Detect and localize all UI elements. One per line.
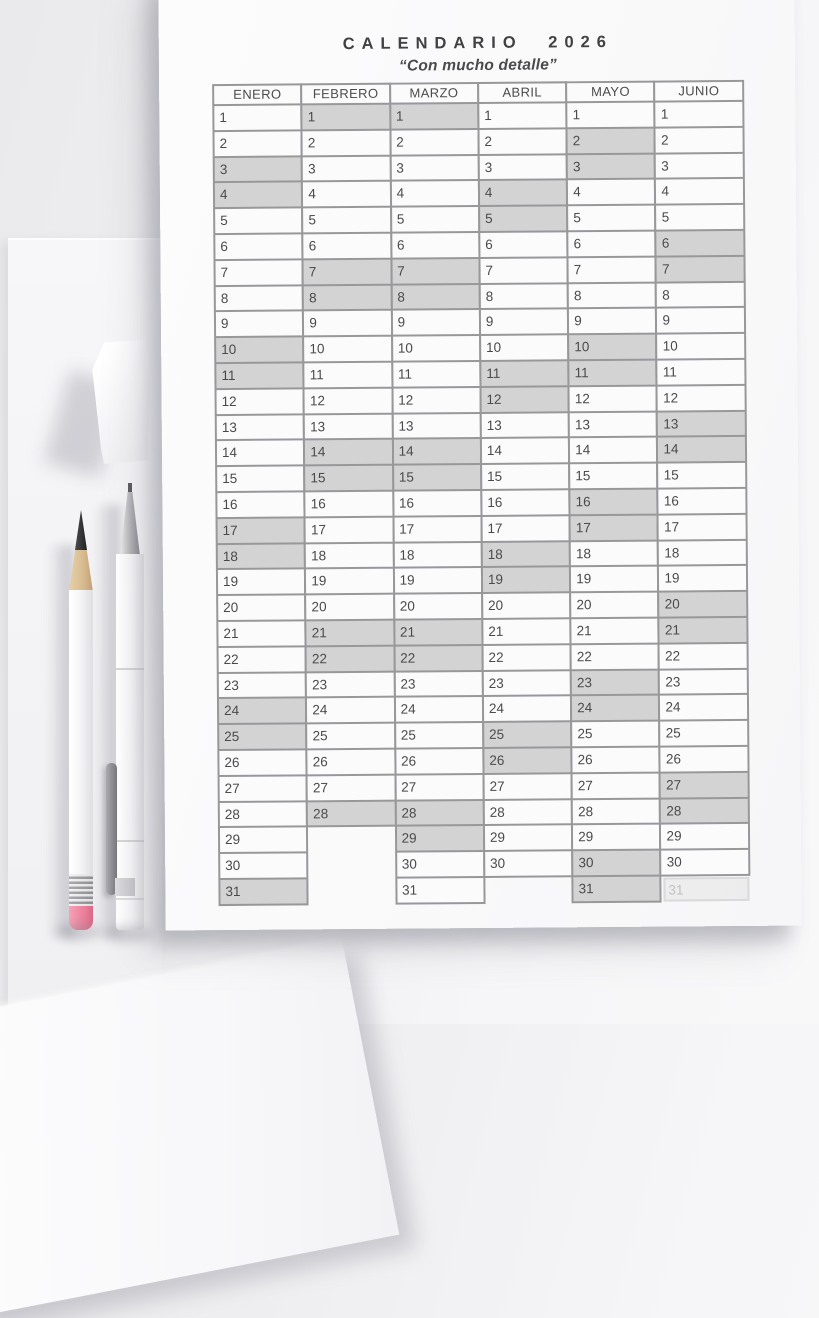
day-cell: 19 [218,570,304,594]
day-cell: 14 [305,440,391,464]
day-cell: 13 [658,411,744,435]
day-cell: 21 [395,620,481,644]
day-cell: 22 [395,646,481,670]
calendar-table [212,80,752,906]
day-cell: 20 [306,595,392,619]
day-cell: 18 [483,542,569,566]
day-cell: 21 [307,621,393,645]
day-cell: 27 [573,773,659,797]
day-cell: 25 [307,724,393,748]
month-column-marzo [389,82,486,904]
notepad-sheet [0,940,399,1318]
day-cell: 30 [485,851,571,875]
day-cell: 20 [218,596,304,620]
month-column-enero [212,83,309,905]
day-cell: 12 [658,386,744,410]
month-header: FEBRERO [302,85,388,104]
day-cell: 31 [220,879,306,903]
day-cell: 29 [573,825,659,849]
day-cell: 19 [483,568,569,592]
day-cell: 15 [217,467,303,491]
day-cell: 19 [306,569,392,593]
day-cell: 20 [483,593,569,617]
day-cell: 23 [219,673,305,697]
day-cell: 4 [568,180,654,204]
day-cell: 27 [308,775,394,799]
day-cell: 10 [216,338,302,362]
day-cell: 11 [393,362,479,386]
day-cell: 6 [304,234,390,258]
day-cell: 26 [396,749,482,773]
day-cell: 11 [658,360,744,384]
day-cell: 27 [396,775,482,799]
month-header: JUNIO [656,82,742,101]
day-cell: 29 [220,828,306,852]
day-cell: 3 [391,156,477,180]
day-cell: 14 [217,441,303,465]
day-cell: 6 [568,232,654,256]
day-cell: 19 [395,568,481,592]
day-cell: 10 [393,336,479,360]
day-cell: 12 [570,386,656,410]
day-cell: 6 [657,231,743,255]
day-cell: 9 [216,312,302,336]
day-cell: 8 [657,283,743,307]
day-cell: 1 [479,103,565,127]
ghost-day-cell: 31 [663,877,749,902]
day-cell: 28 [661,798,747,822]
day-cell: 26 [219,750,305,774]
day-cell: 17 [394,517,480,541]
day-cell: 1 [567,103,653,127]
day-cell: 5 [215,209,301,233]
day-cell: 16 [394,491,480,515]
day-cell: 19 [571,567,657,591]
day-cell: 18 [306,543,392,567]
day-cell: 2 [214,131,300,155]
day-cell: 7 [569,257,655,281]
day-cell: 30 [397,852,483,876]
day-cell: 11 [216,363,302,387]
calendar-sheet [158,0,801,930]
day-cell: 3 [656,154,742,178]
day-cell: 24 [307,698,393,722]
day-cell: 11 [481,361,567,385]
month-column-mayo [565,81,662,903]
day-cell: 2 [656,128,742,152]
day-cell: 1 [303,105,389,129]
day-cell: 26 [308,750,394,774]
day-cell: 16 [571,490,657,514]
day-cell: 9 [657,308,743,332]
day-cell: 22 [572,644,658,668]
day-cell: 18 [218,544,304,568]
day-cell: 8 [392,285,478,309]
calendar-title: CALENDARIO 2026 [342,32,614,54]
day-cell: 27 [484,774,570,798]
day-cell: 21 [218,621,304,645]
day-cell: 31 [574,877,660,901]
day-cell: 16 [482,490,568,514]
day-cell: 22 [483,645,569,669]
day-cell: 15 [394,465,480,489]
day-cell: 17 [571,515,657,539]
day-cell: 21 [660,618,746,642]
day-cell: 13 [217,415,303,439]
day-cell: 24 [572,696,658,720]
day-cell: 27 [661,773,747,797]
day-cell: 7 [657,257,743,281]
day-cell: 25 [572,722,658,746]
month-column-abril [477,81,574,878]
pencil-body [69,590,93,876]
day-cell: 4 [215,183,301,207]
day-cell: 21 [483,619,569,643]
mechanical-pencil-clip [106,763,117,895]
day-cell: 5 [392,207,478,231]
day-cell: 10 [304,337,390,361]
day-cell: 21 [572,619,658,643]
day-cell: 25 [396,723,482,747]
day-cell: 3 [568,154,654,178]
day-cell: 25 [661,721,747,745]
day-cell: 1 [656,102,742,126]
day-cell: 28 [308,801,394,825]
day-cell: 15 [482,464,568,488]
day-cell: 27 [220,776,306,800]
day-cell: 2 [391,130,477,154]
month-header: MARZO [391,84,477,103]
day-cell: 5 [657,205,743,229]
mechanical-pencil-seam [116,668,144,670]
day-cell: 20 [395,594,481,618]
day-cell: 28 [220,802,306,826]
day-cell: 4 [303,182,389,206]
day-cell: 30 [662,850,748,874]
day-cell: 29 [485,826,571,850]
day-cell: 15 [659,463,745,487]
day-cell: 9 [304,311,390,335]
month-column-febrero [300,83,396,828]
mechanical-pencil-body [116,554,144,930]
day-cell: 31 [397,878,483,902]
mechanical-pencil-clip-mount [115,878,135,896]
day-cell: 7 [216,260,302,284]
day-cell: 4 [480,181,566,205]
day-cell: 2 [568,128,654,152]
day-cell: 8 [304,285,390,309]
day-cell: 5 [480,207,566,231]
day-cell: 14 [658,437,744,461]
day-cell: 24 [396,697,482,721]
day-cell: 6 [392,233,478,257]
pencil-ground-shadow [56,924,100,940]
day-cell: 18 [571,541,657,565]
day-cell: 22 [219,647,305,671]
day-cell: 10 [569,335,655,359]
mechanical-pencil-seam [116,840,144,842]
day-cell: 9 [392,310,478,334]
day-cell: 7 [392,259,478,283]
day-cell: 30 [573,851,659,875]
day-cell: 28 [396,801,482,825]
day-cell: 29 [661,824,747,848]
month-header: ABRIL [479,83,565,102]
mechanical-pencil-seam [116,898,144,900]
day-cell: 12 [217,389,303,413]
day-cell: 12 [393,388,479,412]
day-cell: 13 [482,413,568,437]
day-cell: 12 [481,387,567,411]
day-cell: 20 [571,593,657,617]
day-cell: 18 [394,543,480,567]
day-cell: 2 [479,129,565,153]
day-cell: 28 [573,799,659,823]
day-cell: 26 [573,748,659,772]
day-cell: 8 [569,283,655,307]
day-cell: 16 [306,492,392,516]
calendar-subtitle: “Con mucho detalle” [398,56,558,75]
day-cell: 3 [480,155,566,179]
day-cell: 22 [307,646,393,670]
day-cell: 14 [394,439,480,463]
month-header: MAYO [567,83,653,102]
day-cell: 16 [217,492,303,516]
day-cell: 13 [305,414,391,438]
day-cell: 12 [305,388,391,412]
day-cell: 8 [481,284,567,308]
day-cell: 23 [307,672,393,696]
day-cell: 9 [569,309,655,333]
day-cell: 24 [219,699,305,723]
day-cell: 14 [482,439,568,463]
day-cell: 13 [570,412,656,436]
day-cell: 26 [484,748,570,772]
day-cell: 13 [393,414,479,438]
day-cell: 19 [659,566,745,590]
day-cell: 7 [480,258,566,282]
day-cell: 25 [219,725,305,749]
day-cell: 3 [215,157,301,181]
day-cell: 16 [659,489,745,513]
day-cell: 5 [568,206,654,230]
day-cell: 22 [660,644,746,668]
day-cell: 10 [481,335,567,359]
day-cell: 14 [570,438,656,462]
month-header: ENERO [214,85,300,104]
day-cell: 9 [481,310,567,334]
day-cell: 26 [661,747,747,771]
month-column-junio [654,80,751,877]
day-cell: 1 [214,105,300,129]
day-cell: 20 [660,592,746,616]
day-cell: 23 [484,671,570,695]
day-cell: 7 [304,259,390,283]
day-cell: 24 [484,697,570,721]
day-cell: 6 [215,234,301,258]
day-cell: 24 [660,695,746,719]
day-cell: 11 [305,363,391,387]
day-cell: 15 [305,466,391,490]
day-cell: 18 [659,540,745,564]
day-cell: 6 [480,232,566,256]
day-cell: 15 [570,464,656,488]
day-cell: 2 [303,131,389,155]
day-cell: 30 [220,853,306,877]
day-cell: 10 [658,334,744,358]
day-cell: 3 [303,156,389,180]
day-cell: 17 [482,516,568,540]
day-cell: 25 [484,722,570,746]
day-cell: 1 [391,104,477,128]
day-cell: 17 [306,517,392,541]
day-cell: 5 [303,208,389,232]
day-cell: 23 [395,672,481,696]
day-cell: 17 [659,515,745,539]
day-cell: 4 [656,179,742,203]
day-cell: 4 [391,181,477,205]
pen-ground-shadow [102,926,152,942]
day-cell: 28 [485,800,571,824]
day-cell: 29 [397,826,483,850]
day-cell: 8 [216,286,302,310]
day-cell: 11 [569,361,655,385]
day-cell: 17 [218,518,304,542]
pencil-ferrule [69,874,93,908]
day-cell: 23 [660,669,746,693]
day-cell: 23 [572,670,658,694]
